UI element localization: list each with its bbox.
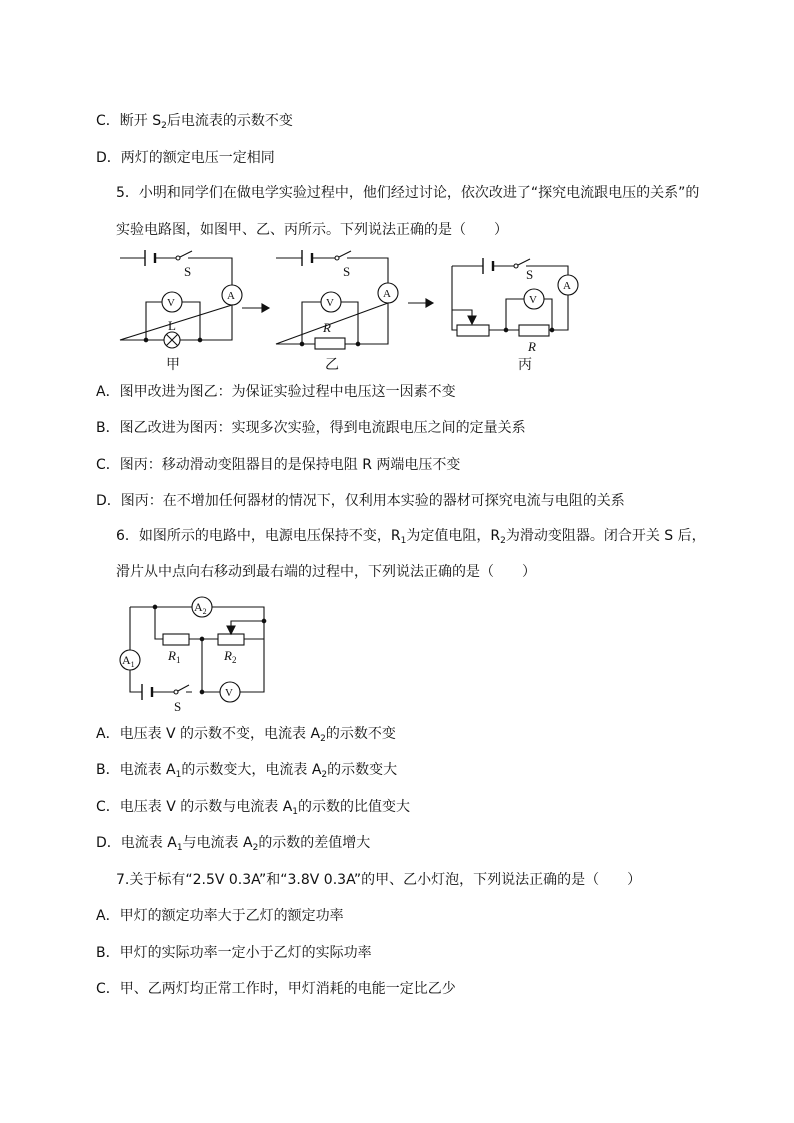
q6-circuit-figure bbox=[120, 597, 266, 714]
circuit-bing bbox=[452, 258, 578, 336]
circuit-jia bbox=[120, 250, 242, 348]
q6-option-d: D．电流表 $A_1$与电流表 $A_2$的示数的差值增大 bbox=[96, 835, 371, 853]
rheostat-icon bbox=[457, 325, 489, 336]
yi-voltmeter-letter: V bbox=[326, 297, 334, 309]
q4-option-c-sub: 2 bbox=[161, 121, 167, 131]
bing-caption: 丙 bbox=[518, 358, 532, 373]
q6-stem-line1: 6．如图所示的电路中，电源电压保持不变，$R_1$为定值电阻，$R_2$为滑动变阻器。闭合开关 S 后， bbox=[116, 528, 706, 546]
q5-stem-line2: 实验电路图，如图甲、乙、丙所示。下列说法正确的是（ ） bbox=[116, 222, 508, 238]
jia-switch-label: S bbox=[184, 264, 192, 279]
resistor-icon bbox=[519, 325, 549, 336]
a2-letter: $A_2$ bbox=[194, 600, 207, 616]
yi-switch-label: S bbox=[343, 264, 351, 279]
q4-option-c-post: 后电流表的示数不变 bbox=[166, 113, 293, 129]
bing-switch-label: S bbox=[526, 267, 534, 282]
q5-option-d: D．图丙：在不增加任何器材的情况下，仅利用本实验的器材可探究电流与电阻的关系 bbox=[96, 493, 625, 509]
resistor-icon bbox=[315, 338, 345, 349]
q7-stem: 7.关于标有“2.5V 0.3A”和“3.8V 0.3A”的甲、乙小灯泡，下列说法正确的是（ ） bbox=[116, 872, 642, 888]
r2-rheostat-icon bbox=[218, 634, 244, 645]
q7-option-a: A．甲灯的额定功率大于乙灯的额定功率 bbox=[96, 908, 344, 924]
r2-label: $R_2$ bbox=[224, 648, 237, 665]
r1-resistor-icon bbox=[163, 634, 189, 645]
a1-letter: $A_1$ bbox=[122, 653, 135, 669]
q5-option-b: B．图乙改进为图丙：实现多次实验，得到电流跟电压之间的定量关系 bbox=[96, 420, 526, 436]
yi-caption: 乙 bbox=[325, 358, 339, 373]
jia-voltmeter-letter: V bbox=[167, 297, 175, 309]
bing-resistor-label: R bbox=[528, 339, 536, 354]
r1-label: $R_1$ bbox=[168, 648, 181, 665]
q6-option-b: B．电流表 $A_1$的示数变大，电流表 $A_2$的示数变大 bbox=[96, 762, 398, 780]
yi-ammeter-letter: A bbox=[383, 288, 391, 300]
v-letter: V bbox=[225, 687, 233, 699]
q4-option-c-pre: C．断开 S bbox=[96, 113, 162, 129]
s-label: S bbox=[174, 699, 182, 714]
q5-stem-line1: 5．小明和同学们在做电学实验过程中，他们经过讨论，依次改进了“探究电流跟电压的关系”的 bbox=[116, 185, 700, 201]
bing-voltmeter-letter: V bbox=[529, 294, 537, 306]
q7-option-c: C．甲、乙两灯均正常工作时，甲灯消耗的电能一定比乙少 bbox=[96, 981, 456, 997]
circuit-yi bbox=[276, 250, 398, 349]
q7-option-b: B．甲灯的实际功率一定小于乙灯的实际功率 bbox=[96, 945, 372, 961]
q5-option-c: C．图丙：移动滑动变阻器目的是保持电阻 R 两端电压不变 bbox=[96, 457, 461, 473]
q6-stem-line2: 滑片从中点向右移动到最右端的过程中，下列说法正确的是（ ） bbox=[116, 564, 536, 580]
q4-option-d: D．两灯的额定电压一定相同 bbox=[96, 150, 275, 166]
yi-resistor-label: R bbox=[323, 320, 331, 335]
q6-option-c: C．电压表 V 的示数与电流表 $A_1$的示数的比值变大 bbox=[96, 799, 411, 817]
q5-option-a: A．图甲改进为图乙：为保证实验过程中电压这一因素不变 bbox=[96, 384, 456, 400]
jia-caption: 甲 bbox=[166, 358, 180, 373]
q6-option-a: A．电压表 V 的示数不变，电流表 $A_2$的示数不变 bbox=[96, 726, 396, 744]
lamp-label: L bbox=[168, 318, 176, 333]
bing-ammeter-letter: A bbox=[563, 280, 571, 292]
jia-ammeter-letter: A bbox=[227, 290, 235, 302]
